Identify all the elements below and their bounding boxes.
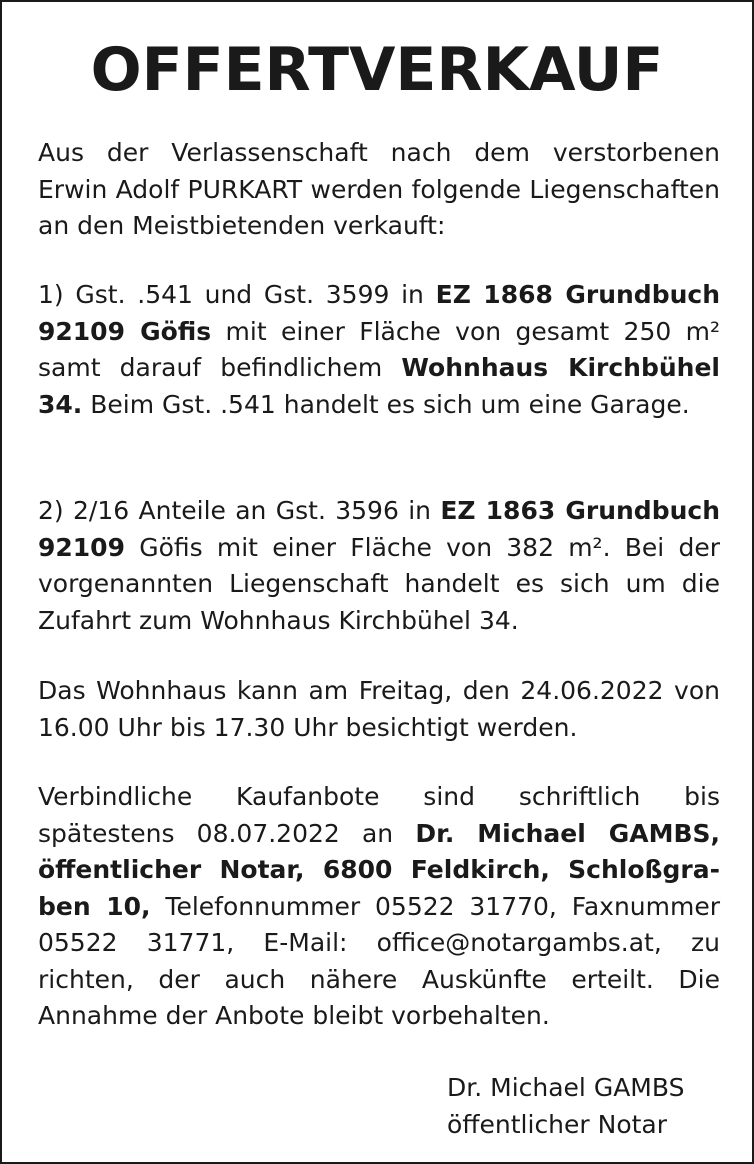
viewing-text: Das Wohnhaus kann am Freitag, den 24.06.2022 von 16.00 Uhr bis 17.30 Uhr besichtigt werden. bbox=[38, 676, 720, 742]
item2-text-2: Göfis mit einer Fläche von 382 m². Bei der vorgenannten Liegenschaft handelt es sich um die Zufahrt zum Wohnhaus Kirchbühel 34. bbox=[38, 532, 720, 635]
signature-block bbox=[447, 1070, 684, 1143]
signature-role: öffentlicher Notar bbox=[447, 1109, 668, 1139]
signature-name: Dr. Michael GAMBS bbox=[447, 1073, 685, 1102]
item1-text-1: 1) Gst. .541 und Gst. 3599 in bbox=[38, 280, 436, 309]
intro-paragraph bbox=[38, 135, 720, 245]
offers-text-2: Telefonnummer 05522 31770, Faxnummer 05522 31771, E-Mail: office@notargambs.at, zu richten, der auch nähere Auskünfte erteilt. Die Annahme der Anbote bleibt vorbehalten. bbox=[38, 891, 720, 1030]
intro-text: Aus der Verlassenschaft nach dem verstorbenen Erwin Adolf PURKART werden folgende Liegenschaften an den Meistbietenden verkauft: bbox=[38, 138, 720, 240]
property-item-1 bbox=[38, 277, 720, 423]
item1-text-2: mit einer Fläche von gesamt 250 m² samt darauf befindlichem bbox=[38, 316, 720, 382]
item2-land-register: EZ 1863 Grundbuch 92109 bbox=[38, 496, 721, 562]
offers-paragraph bbox=[38, 779, 720, 1035]
item1-land-register: EZ 1868 Grundbuch 92109 Göfis bbox=[38, 280, 721, 346]
offers-text-1: Verbindliche Kaufanbote sind schriftlich bis spätestens 08.07.2022 an bbox=[38, 782, 720, 848]
item2-text-1: 2) 2/16 Anteile an Gst. 3596 in bbox=[38, 496, 441, 525]
item1-text-3: Beim Gst. .541 handelt es sich um eine Garage. bbox=[82, 389, 690, 419]
page-title: OFFERTVERKAUF bbox=[90, 35, 664, 105]
notary-contact: Dr. Michael GAMBS, öffentlicher Notar, 6800 Feldkirch, Schloßgraben 10, bbox=[38, 818, 721, 921]
viewing-paragraph bbox=[38, 673, 720, 746]
property-item-2 bbox=[38, 493, 720, 639]
item1-house-address: Wohnhaus Kirchbühel 34. bbox=[38, 353, 720, 419]
